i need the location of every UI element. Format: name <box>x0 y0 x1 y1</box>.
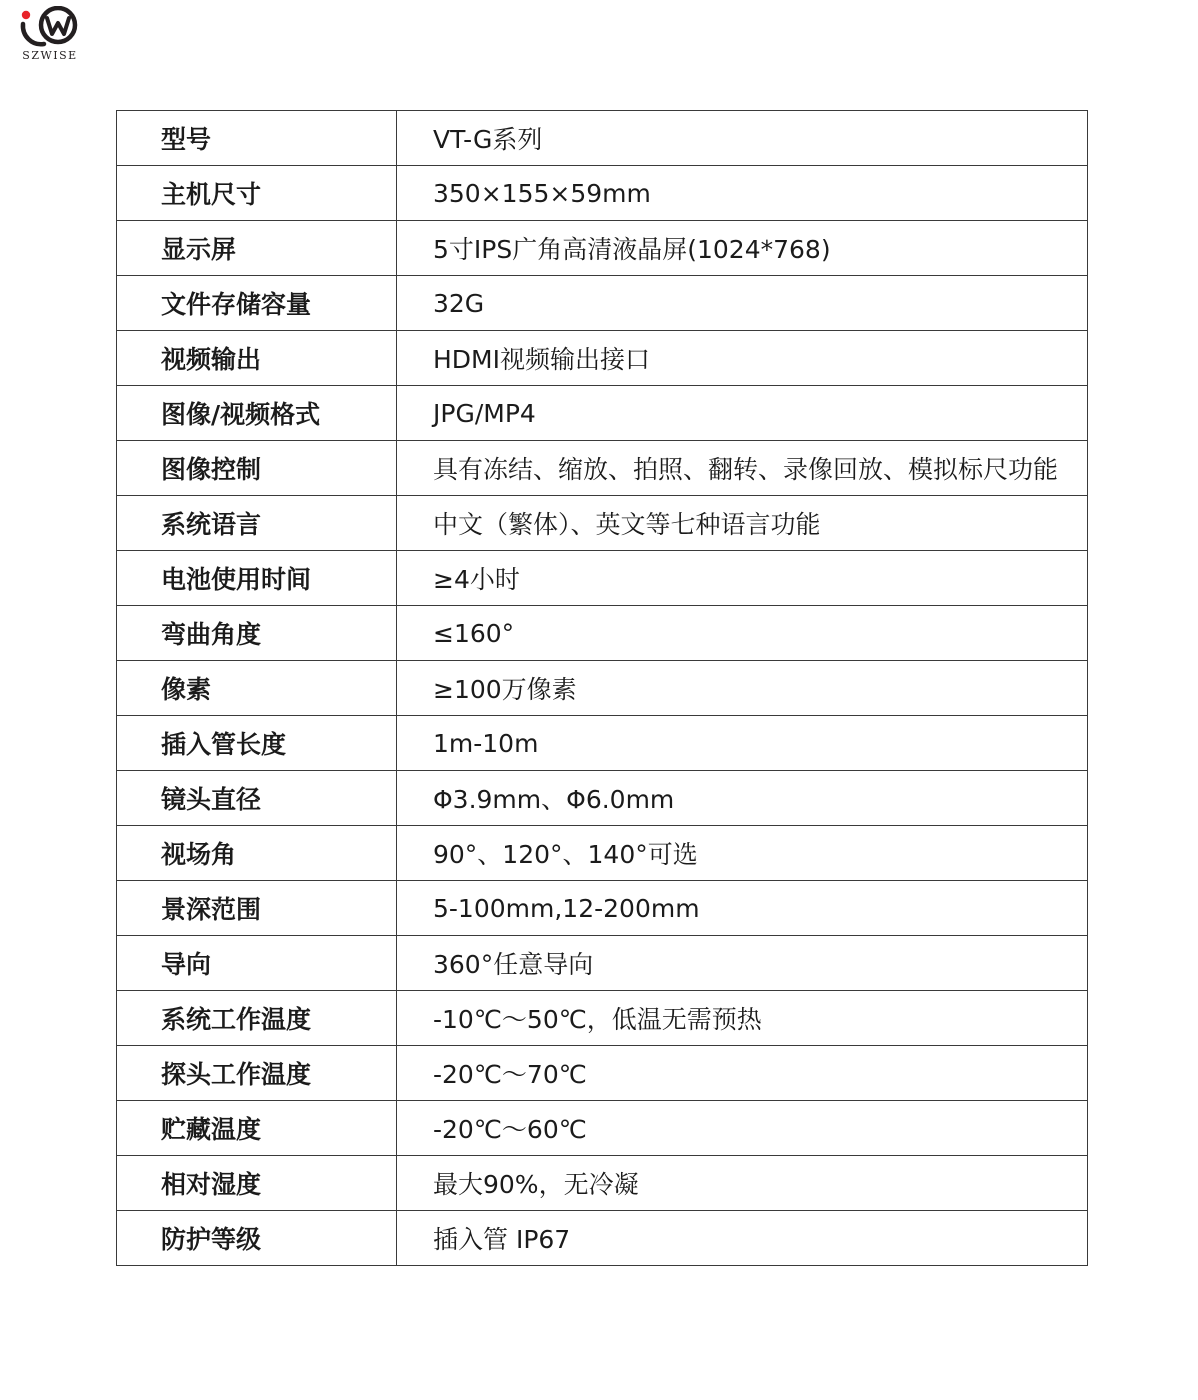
spec-value: 中文（繁体）、英文等七种语言功能 <box>397 496 1088 551</box>
spec-label: 系统工作温度 <box>117 991 397 1046</box>
spec-label: 导向 <box>117 936 397 991</box>
spec-label: 防护等级 <box>117 1211 397 1266</box>
spec-label: 景深范围 <box>117 881 397 936</box>
table-row <box>117 936 1088 991</box>
spec-value: 5-100mm,12-200mm <box>397 881 1088 936</box>
table-row <box>117 331 1088 386</box>
table-row <box>117 111 1088 166</box>
spec-label: 视场角 <box>117 826 397 881</box>
spec-label: 贮藏温度 <box>117 1101 397 1156</box>
spec-label: 视频输出 <box>117 331 397 386</box>
table-row <box>117 166 1088 221</box>
spec-label: 弯曲角度 <box>117 606 397 661</box>
table-row <box>117 606 1088 661</box>
table-row <box>117 386 1088 441</box>
spec-value: 360°任意导向 <box>397 936 1088 991</box>
spec-label: 像素 <box>117 661 397 716</box>
table-row <box>117 826 1088 881</box>
spec-label: 镜头直径 <box>117 771 397 826</box>
spec-value: 具有冻结、缩放、拍照、翻转、录像回放、模拟标尺功能 <box>397 441 1088 496</box>
table-row <box>117 441 1088 496</box>
brand-name: SZWISE <box>22 49 78 62</box>
spec-value: ≥100万像素 <box>397 661 1088 716</box>
table-row <box>117 551 1088 606</box>
spec-value: ≤160° <box>397 606 1088 661</box>
spec-value: 350×155×59mm <box>397 166 1088 221</box>
spec-value: 5寸IPS广角高清液晶屏(1024*768) <box>397 221 1088 276</box>
table-row <box>117 1101 1088 1156</box>
spec-value: -20℃～60℃ <box>397 1101 1088 1156</box>
table-row <box>117 1211 1088 1266</box>
spec-label: 图像/视频格式 <box>117 386 397 441</box>
spec-label: 文件存储容量 <box>117 276 397 331</box>
brand-logo <box>14 6 86 62</box>
table-row <box>117 221 1088 276</box>
spec-value: VT-G系列 <box>397 111 1088 166</box>
table-row <box>117 1156 1088 1211</box>
spec-label: 型号 <box>117 111 397 166</box>
spec-label: 电池使用时间 <box>117 551 397 606</box>
spec-value: -10℃～50℃，低温无需预热 <box>397 991 1088 1046</box>
spec-value: JPG/MP4 <box>397 386 1088 441</box>
spec-table-body <box>117 111 1088 1266</box>
table-row <box>117 716 1088 771</box>
table-row <box>117 496 1088 551</box>
spec-value: 1m-10m <box>397 716 1088 771</box>
spec-label: 探头工作温度 <box>117 1046 397 1101</box>
spec-value: Φ3.9mm、Φ6.0mm <box>397 771 1088 826</box>
spec-label: 系统语言 <box>117 496 397 551</box>
spec-value: -20℃～70℃ <box>397 1046 1088 1101</box>
spec-value: 32G <box>397 276 1088 331</box>
table-row <box>117 1046 1088 1101</box>
spec-label: 主机尺寸 <box>117 166 397 221</box>
table-row <box>117 991 1088 1046</box>
spec-table <box>116 110 1088 1266</box>
spec-value: 插入管 IP67 <box>397 1211 1088 1266</box>
spec-label: 图像控制 <box>117 441 397 496</box>
table-row <box>117 276 1088 331</box>
table-row <box>117 771 1088 826</box>
spec-value: 90°、120°、140°可选 <box>397 826 1088 881</box>
spec-label: 显示屏 <box>117 221 397 276</box>
spec-value: HDMI视频输出接口 <box>397 331 1088 386</box>
szwise-logo-icon <box>18 6 82 48</box>
table-row <box>117 661 1088 716</box>
spec-label: 插入管长度 <box>117 716 397 771</box>
spec-value: 最大90%，无冷凝 <box>397 1156 1088 1211</box>
spec-label: 相对湿度 <box>117 1156 397 1211</box>
table-row <box>117 881 1088 936</box>
spec-value: ≥4小时 <box>397 551 1088 606</box>
